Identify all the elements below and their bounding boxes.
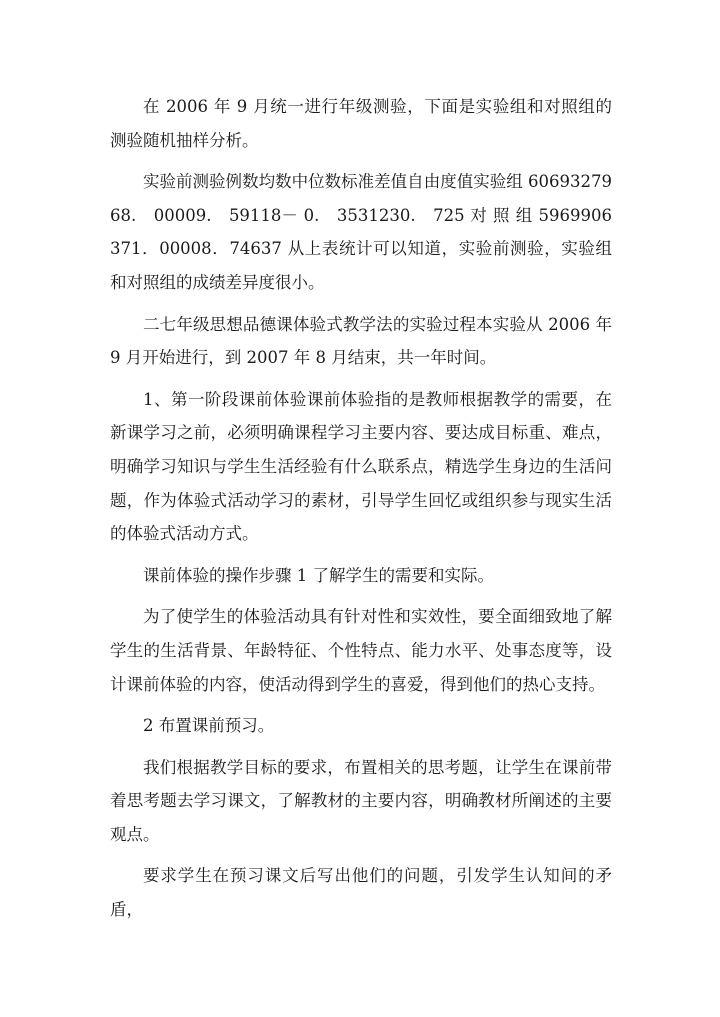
paragraph-pretest-stats: 实验前测验例数均数中位数标准差值自由度值实验组 6069327968. 00009. 59118－ 0. 3531230. 725 对 照 组 5969906371．00008．74637 从上表统计可以知道，实验前测验，实验组和对照组的成绩差异度很小。 [110, 172, 612, 292]
paragraph-stage-one: 1、第一阶段课前体验课前体验指的是教师根据教学的需要，在新课学习之前，必须明确课程学习主要内容、要达成目标重、难点，明确学习知识与学生生活经验有什么联系点，精选学生身边的生活问题，作为体验式活动学习的素材，引导学生回忆或组织参与现实生活的体验式活动方式。 [110, 389, 612, 544]
document-page [110, 90, 612, 935]
paragraph-step-one-detail: 为了使学生的体验活动具有针对性和实效性，要全面细致地了解学生的生活背景、年龄特征、个性特点、能力水平、处事态度等，设计课前体验的内容，使活动得到学生的喜爱，得到他们的热心支持。 [110, 607, 612, 694]
paragraph-experiment-process: 二七年级思想品德课体验式教学法的实验过程本实验从 2006 年 9 月开始进行，到 2007 年 8 月结束，共一年时间。 [110, 314, 612, 368]
paragraph-step-two-detail: 我们根据教学目标的要求，布置相关的思考题，让学生在课前带着思考题去学习课文，了解教材的主要内容，明确教材所阐述的主要观点。 [110, 757, 612, 844]
paragraph-step-two: 2 布置课前预习。 [143, 716, 275, 736]
paragraph-student-questions: 要求学生在预习课文后写出他们的问题，引发学生认知间的矛盾， [110, 866, 612, 920]
paragraph-test-intro: 在 2006 年 9 月统一进行年级测验，下面是实验组和对照组的测验随机抽样分析。 [110, 97, 612, 150]
paragraph-step-one: 课前体验的操作步骤 1 了解学生的需要和实际。 [143, 565, 494, 585]
